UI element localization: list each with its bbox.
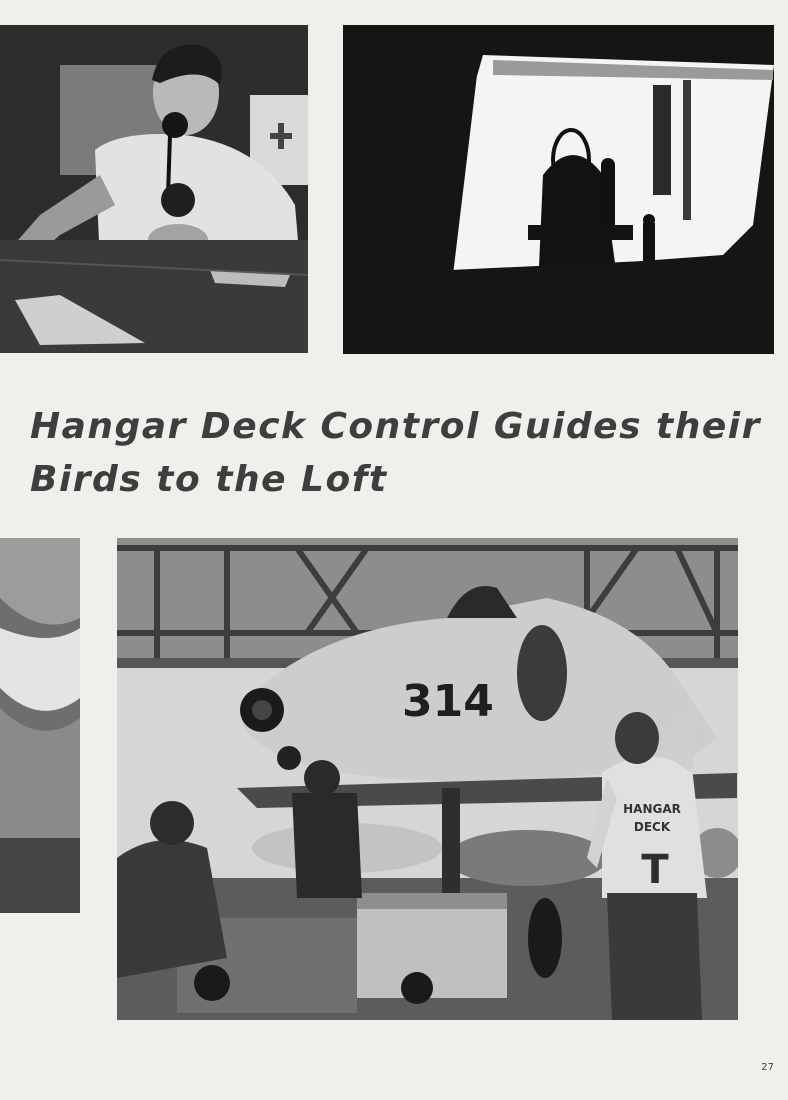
left-strip-graphic [0,538,80,913]
page-headline [30,400,770,506]
photo-headset-operator [0,25,308,353]
jacket-text-deck: DECK [633,820,671,834]
hangar-silhouette-graphic [343,25,774,354]
aircraft-nose-number: 314 [402,676,494,727]
operator-photo-graphic [0,25,308,353]
page-number: 27 [761,1062,774,1073]
jacket-text-hangar: HANGAR [623,802,681,816]
photo-aircraft-314 [117,538,738,1020]
jacket-text-t: T [641,847,669,893]
photo-left-cropped-strip [0,538,80,913]
headline-line-2: Birds to the Loft [30,459,388,500]
photo-hangar-silhouette [343,25,774,354]
headline-line-1: Hangar Deck Control Guides their [30,406,761,447]
aircraft-photo-graphic [117,538,738,1020]
